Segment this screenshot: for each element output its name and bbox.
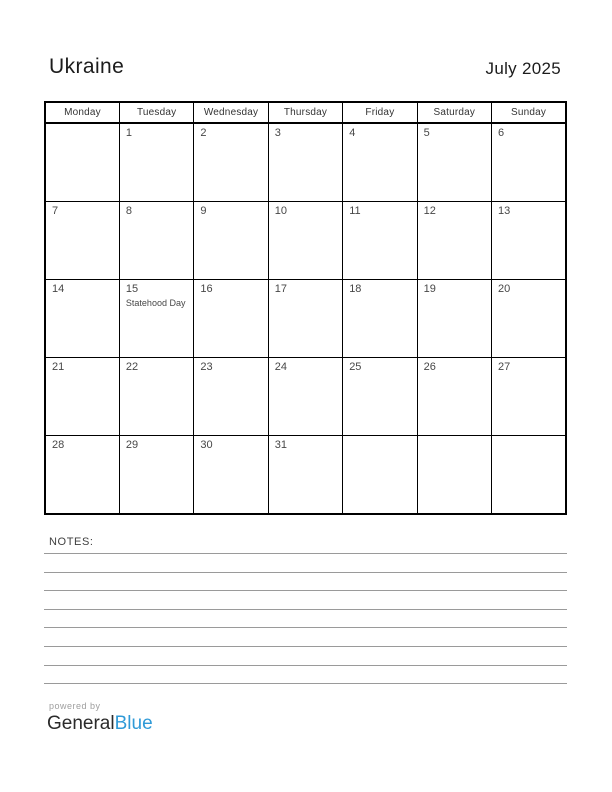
day-number: 28 [52,439,65,451]
day-number: 7 [52,205,59,217]
calendar-cell [492,280,566,358]
day-number: 4 [349,127,356,139]
calendar-cell [268,123,342,202]
calendar-cell [417,202,491,280]
calendar-cell [119,436,193,515]
calendar-cell [194,280,268,358]
weekday-header: Saturday [417,102,491,123]
calendar-cell [417,123,491,202]
day-number: 30 [200,439,213,451]
calendar-cell [417,436,491,515]
day-number: 15 [125,283,139,295]
weekday-header: Sunday [492,102,566,123]
note-line [44,683,567,684]
day-number: 10 [274,205,288,217]
calendar-cell [45,436,119,515]
calendar-week-row [45,358,566,436]
calendar-cell [119,123,193,202]
calendar-cell [45,202,119,280]
calendar-cell [194,436,268,515]
calendar-cell [194,202,268,280]
day-number: 22 [125,361,139,373]
general-blue-logo [47,712,153,736]
brand-text-blue: Blue [114,713,153,734]
weekday-header: Wednesday [194,102,268,123]
note-line [44,572,567,573]
calendar-cell [492,436,566,515]
calendar-cell [492,123,566,202]
page-title: Ukraine [49,55,125,78]
calendar-week-row [45,280,566,358]
calendar-cell [492,358,566,436]
calendar-cell [343,436,417,515]
calendar-cell [194,123,268,202]
day-number: 8 [125,205,133,217]
calendar-body [45,123,566,514]
calendar-cell [119,280,193,358]
calendar-week-row [45,436,566,515]
day-number: 2 [200,127,207,139]
calendar-cell [119,202,193,280]
calendar-cell [343,123,417,202]
month-year-label: July 2025 [485,59,561,78]
day-number: 14 [52,283,65,295]
weekday-header: Monday [45,102,119,123]
day-number: 6 [498,127,505,139]
weekday-header-row [45,102,566,123]
weekday-header: Friday [343,102,417,123]
day-number: 16 [200,283,213,295]
calendar-cell [268,436,342,515]
calendar-cell [268,202,342,280]
calendar-cell [194,358,268,436]
day-number: 13 [498,205,511,217]
calendar-cell [417,358,491,436]
day-number: 5 [423,127,430,139]
calendar-cell [45,123,119,202]
note-line [44,665,567,666]
calendar-week-row [45,123,566,202]
day-number: 23 [200,361,213,373]
weekday-header: Tuesday [119,102,193,123]
brand-text-general: General [47,713,115,734]
calendar-cell [45,358,119,436]
holiday-label: Statehood Day [125,298,186,308]
calendar-cell [417,280,491,358]
day-number: 1 [125,127,133,139]
note-line [44,609,567,610]
calendar-cell [45,280,119,358]
calendar-cell [268,358,342,436]
day-number: 24 [274,361,288,373]
day-number: 31 [274,439,288,451]
notes-label: NOTES: [49,536,94,548]
day-number: 9 [200,205,207,217]
day-number: 25 [349,361,362,373]
day-number: 26 [423,361,436,373]
day-number: 3 [274,127,281,139]
day-number: 21 [52,361,65,373]
day-number: 18 [349,283,362,295]
note-line [44,646,567,647]
calendar-cell [492,202,566,280]
day-number: 19 [423,283,436,295]
day-number: 29 [125,439,139,451]
note-line [44,553,567,554]
calendar-grid [44,101,567,515]
day-number: 17 [274,283,288,295]
note-line [44,590,567,591]
calendar-cell [343,202,417,280]
day-number: 12 [423,205,436,217]
weekday-header: Thursday [268,102,342,123]
calendar-cell [343,358,417,436]
calendar-cell [343,280,417,358]
day-number: 27 [498,361,511,373]
calendar-week-row [45,202,566,280]
calendar-cell [268,280,342,358]
note-line [44,627,567,628]
day-number: 20 [498,283,511,295]
calendar-cell [119,358,193,436]
powered-by-label: powered by [49,701,101,711]
day-number: 11 [349,205,361,217]
